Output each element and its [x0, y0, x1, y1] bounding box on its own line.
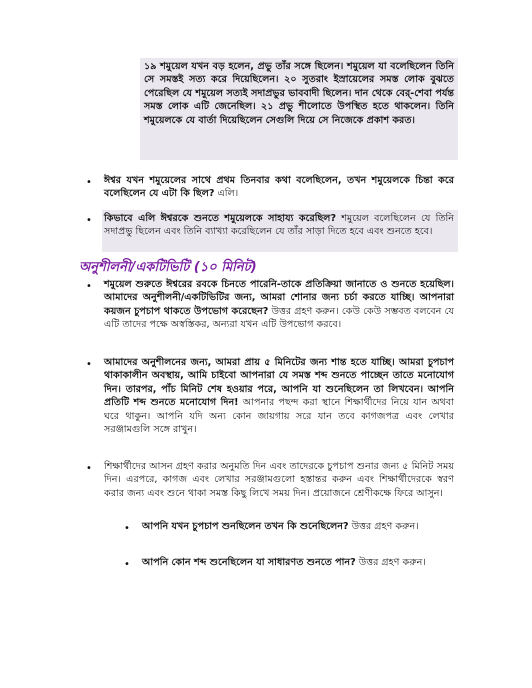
sub-item-1-normal: উত্তর গ্রহণ করুন। — [348, 521, 419, 532]
bullet-icon: • — [86, 177, 92, 188]
question-2 — [104, 212, 454, 239]
activity-item-3-normal: শিক্ষার্থীদের আসন গ্রহণ করার অনুমতি দিন এবং তাদেরকে চুপচাপ শুনার জন্য ৫ মিনিট সময় দিন। এরপরে, কাগজ এবং লেখার সরঞ্জামগুলো হস্তান্তর করুন এবং শিক্ষার্থীদেরকে স্বরণ করার জন্য এবং শুনে থাকা সমস্ত কিছু লিখে সময় দিন। প্রয়োজনে শ্রেণীকক্ষে ফিরে আসুন। — [104, 461, 454, 499]
activity-item-2 — [104, 356, 454, 436]
intro-bold-text: ১৯ শমুয়েল যখন বড় হলেন, প্রভু তাঁর সঙ্গে ছিলেন। শমুয়েল যা বলেছিলেন তিনি সে সমস্তই সত্য করে দিয়েছিলেন। ২০ সুতরাং ইস্রায়েলের সমস্ত লোক বুঝতে পেরেছিল যে শমুয়েল সত্যই সদাপ্রভুর ভাববাদী ছিলেন। দান থেকে বের্-শেবা পর্যন্ত সমস্ত লোক এটি জেনেছিল। ২১ প্রভু শীলোতে উপস্থিত হতে থাকলেন। তিনি শমুয়েলকে যে বার্তা দিয়েছিলেন সেগুলি দিয়ে সে নিজেকে প্রকাশ করত। — [144, 61, 454, 126]
bullet-icon: • — [86, 281, 92, 292]
activity-item-1 — [104, 278, 454, 332]
sub-item-2-normal: উত্তর গ্রহণ করুন। — [355, 557, 426, 568]
sub-item-1-bold: আপনি যখন চুপচাপ শুনছিলেন তখন কি শুনেছিলেন? — [142, 521, 349, 532]
sub-item-2-bold: আপনি কোন শব্দ শুনেছিলেন যা সাধারণত শুনতে পান? — [142, 557, 356, 568]
activity-item-2-bold: আমাদের অনুশীলনের জন্য, আমরা প্রায় ৫ মিনিটের জন্য শান্ত হতে যাচ্ছি। আমরা চুপচাপ থাকাকালীন অবস্থায়, আমি চাইবো আপনারা যে সমস্ত শব্দ শুনতে পাচ্ছেন তাতে মনোযোগ দিন। তারপর, পাঁচ মিনিট শেষ হওয়ার পরে, আপনি যা শুনেছিলেন তা লিখবেন। আপনি প্রতিটি শব্দ শুনতে মনোযোগ দিন! — [104, 357, 454, 409]
activity-item-3 — [104, 460, 454, 500]
question-1-answer: এলি। — [214, 188, 239, 200]
sub-item-2 — [142, 556, 454, 569]
activity-item-1-normal: উত্তর গ্রহণ করুন। কেউ কেউ সম্ভবত বলবেন যে এটি তাদের পক্ষে অস্বস্তিকর, অন্যরা যখন এটি উপভোগ করবে। — [104, 305, 454, 331]
intro-paragraph — [144, 60, 454, 127]
activity-item-2-normal: আপনার পছন্দ করা স্থানে শিক্ষার্থীদের নিয়ে যান অথবা ঘরে থাকুন। আপনি যদি অন্য কোন জায়গায় সরে যান তবে কাগজপত্র এবং লেখার সরঞ্জামগুলি সঙ্গে রাখুন। — [104, 397, 454, 436]
question-2-bold: কিভাবে এলি ঈশ্বরকে শুনতে শমুয়েলকে সাহায্য করেছিল? — [104, 213, 337, 224]
bullet-icon: • — [86, 215, 92, 226]
activity-heading: অনুশীলনী/একটিভিটি (১০ মিনিট) — [79, 260, 257, 275]
bullet-icon: • — [86, 463, 92, 474]
sub-item-1 — [142, 520, 454, 533]
sub-bullet-icon: • — [124, 559, 130, 570]
activity-item-1-bold: শমুয়েল শুরুতে ঈশ্বরের রবকে চিনতে পারেনি-তাকে প্রতিক্রিয়া জানাতে ও শুনতে হয়েছিল। আমাদের অনুশীলনী/একটিভিটির জন্য, আমরা শোনার জন্য চর্চা করতে যাচ্ছি। আপনারা কয়জন চুপচাপ থাকতে উপভোগ করেছেন? — [104, 279, 454, 317]
question-1-bold: ঈশ্বর যখন শমুয়েলের সাথে প্রথম তিনবার কথা বলেছিলেন, তখন শমুয়েলকে চিন্তা করে বলেছিলেন যে এটা কি ছিল? — [104, 175, 454, 200]
sub-bullet-icon: • — [124, 523, 130, 534]
bullet-icon: • — [86, 359, 92, 370]
question-2-answer: শমুয়েল বলেছিলেন যে তিনি সদাপ্রভু ছিলেন এবং তিনি ব্যাখ্যা করেছিলেন যে তাঁর সাড়া দিতে হবে এবং শুনতে হবে। — [104, 213, 454, 238]
question-1 — [104, 174, 454, 201]
